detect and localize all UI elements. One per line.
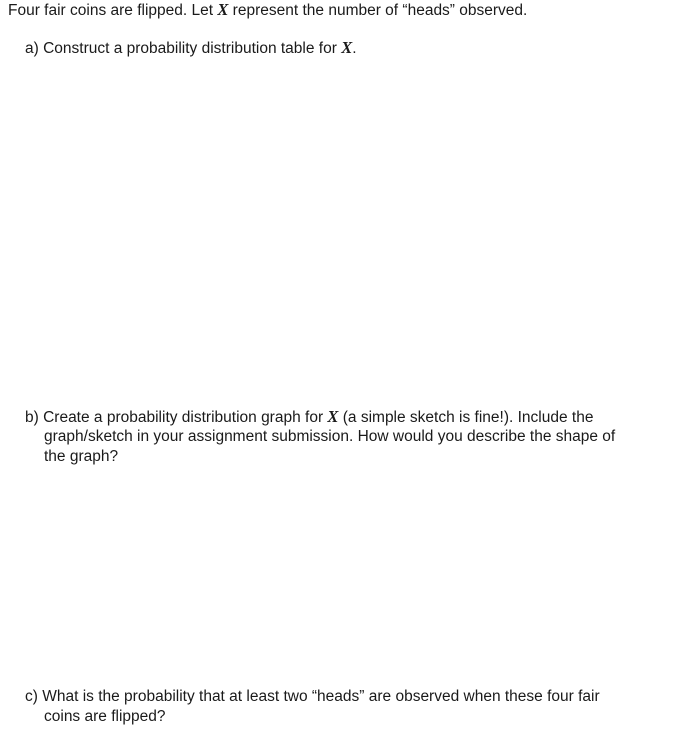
variable-x: X	[217, 0, 229, 19]
question-b-line-2: graph/sketch in your assignment submission. How would you describe the shape of	[44, 428, 616, 445]
question-a-text-before: a) Construct a probability distribution table for	[25, 40, 342, 57]
question-c-line-2: coins are flipped?	[44, 708, 166, 725]
question-a	[25, 38, 357, 59]
intro-text-before: Four fair coins are flipped. Let	[8, 2, 218, 19]
question-b-text-before: b) Create a probability distribution graph for	[25, 409, 328, 426]
question-a-text-after: .	[352, 40, 357, 57]
question-b-line-3: the graph?	[44, 448, 119, 465]
question-c-line-1: c) What is the probability that at least two “heads” are observed when these four fair	[25, 688, 600, 705]
problem-intro	[8, 0, 527, 21]
variable-x: X	[327, 407, 339, 426]
question-b-line-1	[25, 407, 593, 428]
intro-text-after: represent the number of “heads” observed.	[228, 2, 528, 19]
variable-x: X	[341, 38, 353, 57]
question-b-text-after: (a simple sketch is fine!). Include the	[338, 409, 594, 426]
